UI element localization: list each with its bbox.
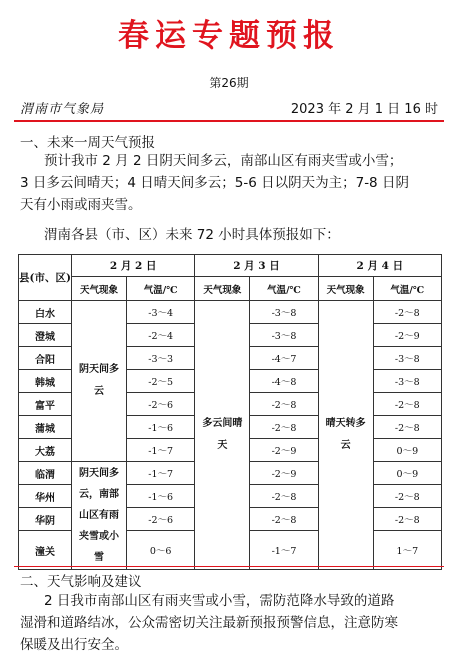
county-name: 大荔 bbox=[19, 439, 72, 462]
forecast-table bbox=[18, 254, 442, 570]
weather-d1-lower: 阴天间多云，南部山区有雨夹雪或小雪 bbox=[72, 462, 127, 570]
issue-date: 2023 年 2 月 1 日 16 时 bbox=[290, 102, 438, 117]
temp-cell: -3～8 bbox=[250, 301, 318, 324]
day-header-2: 2 月 3 日 bbox=[195, 255, 318, 277]
county-header: 县(市、区) bbox=[19, 255, 72, 301]
temp-cell: -2～8 bbox=[373, 393, 441, 416]
temp-cell: -4～7 bbox=[250, 347, 318, 370]
temp-cell: -2～9 bbox=[250, 439, 318, 462]
section-divider bbox=[14, 566, 444, 567]
table-intro: 渭南各县（市、区）未来 72 小时具体预报如下： bbox=[44, 227, 340, 243]
temp-subheader: 气温/℃ bbox=[373, 277, 441, 301]
section1-heading: 一、未来一周天气预报 bbox=[20, 135, 155, 151]
section2-heading: 二、天气影响及建议 bbox=[20, 574, 142, 590]
county-name: 白水 bbox=[19, 301, 72, 324]
weather-d2: 多云间晴天 bbox=[195, 301, 250, 570]
county-name: 富平 bbox=[19, 393, 72, 416]
temp-cell: -2～6 bbox=[127, 508, 195, 531]
temp-cell: -2～8 bbox=[373, 301, 441, 324]
county-name: 潼关 bbox=[19, 531, 72, 570]
temp-cell: -1～7 bbox=[127, 462, 195, 485]
temp-subheader: 气温/℃ bbox=[127, 277, 195, 301]
temp-cell: -3～3 bbox=[127, 347, 195, 370]
county-name: 蒲城 bbox=[19, 416, 72, 439]
temp-cell: -2～8 bbox=[250, 508, 318, 531]
county-name: 澄城 bbox=[19, 324, 72, 347]
table-row bbox=[19, 301, 442, 324]
temp-cell: -2～9 bbox=[250, 462, 318, 485]
forecast-line-3: 天有小雨或雨夹雪。 bbox=[20, 197, 142, 213]
advice-line-1: 2 日我市南部山区有雨夹雪或小雪，需防范降水导致的道路 bbox=[44, 593, 395, 609]
county-name: 华阴 bbox=[19, 508, 72, 531]
weather-d3: 晴天转多云 bbox=[318, 301, 373, 570]
organization: 渭南市气象局 bbox=[20, 102, 105, 117]
temp-cell: -2～8 bbox=[250, 393, 318, 416]
weather-d1-upper: 阴天间多云 bbox=[72, 301, 127, 462]
temp-cell: 0～9 bbox=[373, 439, 441, 462]
temp-cell: -2～6 bbox=[127, 393, 195, 416]
day-header-3: 2 月 4 日 bbox=[318, 255, 441, 277]
county-name: 临渭 bbox=[19, 462, 72, 485]
temp-cell: -4～8 bbox=[250, 370, 318, 393]
temp-cell: -2～8 bbox=[373, 508, 441, 531]
temp-cell: 0～9 bbox=[373, 462, 441, 485]
weather-subheader: 天气现象 bbox=[318, 277, 373, 301]
temp-cell: -2～5 bbox=[127, 370, 195, 393]
temp-cell: 1～7 bbox=[373, 531, 441, 570]
county-name: 合阳 bbox=[19, 347, 72, 370]
temp-cell: -1～6 bbox=[127, 416, 195, 439]
temp-cell: -3～8 bbox=[250, 324, 318, 347]
temp-cell: -2～8 bbox=[373, 485, 441, 508]
temp-cell: -2～8 bbox=[250, 485, 318, 508]
temp-cell: -2～8 bbox=[373, 416, 441, 439]
temp-cell: -2～8 bbox=[250, 416, 318, 439]
header-divider bbox=[14, 120, 444, 122]
forecast-line-2: 3 日多云间晴天；4 日晴天间多云；5-6 日以阴天为主；7-8 日阴 bbox=[20, 175, 409, 191]
temp-cell: -2～4 bbox=[127, 324, 195, 347]
temp-cell: -1～6 bbox=[127, 485, 195, 508]
county-name: 韩城 bbox=[19, 370, 72, 393]
weather-subheader: 天气现象 bbox=[195, 277, 250, 301]
county-name: 华州 bbox=[19, 485, 72, 508]
temp-subheader: 气温/℃ bbox=[250, 277, 318, 301]
temp-cell: 0～6 bbox=[127, 531, 195, 570]
temp-cell: -3～8 bbox=[373, 370, 441, 393]
temp-cell: -1～7 bbox=[127, 439, 195, 462]
temp-cell: -3～8 bbox=[373, 347, 441, 370]
temp-cell: -2～9 bbox=[373, 324, 441, 347]
advice-line-3: 保暖及出行安全。 bbox=[20, 637, 128, 653]
issue-number: 第26期 bbox=[209, 76, 249, 90]
advice-line-2: 湿滑和道路结冰，公众需密切关注最新预报预警信息，注意防寒 bbox=[20, 615, 398, 631]
temp-cell: -1～7 bbox=[250, 531, 318, 570]
weather-subheader: 天气现象 bbox=[72, 277, 127, 301]
day-header-1: 2 月 2 日 bbox=[72, 255, 195, 277]
page-title: 春运专题预报 bbox=[118, 18, 340, 54]
forecast-line-1: 预计我市 2 月 2 日阴天间多云，南部山区有雨夹雪或小雪； bbox=[44, 153, 403, 169]
temp-cell: -3～4 bbox=[127, 301, 195, 324]
